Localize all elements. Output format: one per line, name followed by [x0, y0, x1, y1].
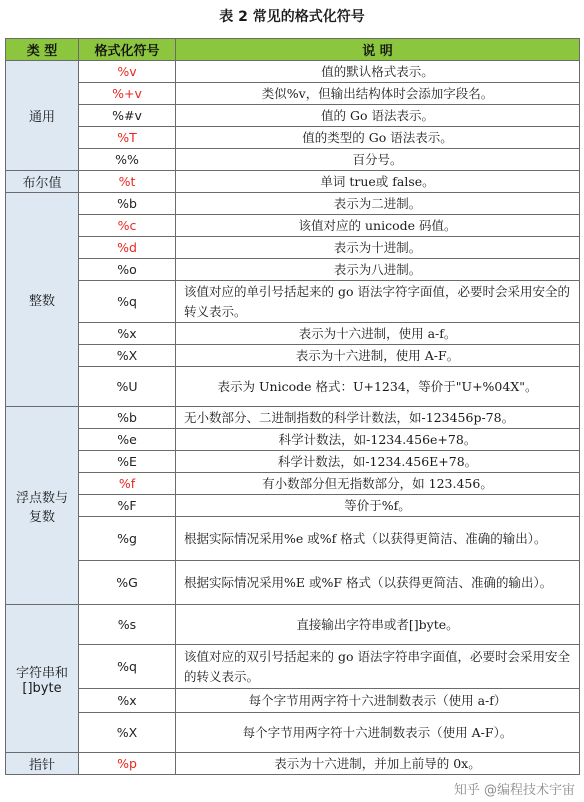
format-verb: %o [79, 259, 176, 281]
verb-description: 值的类型的 Go 语法表示。 [176, 127, 580, 149]
header-format: 格式化符号 [79, 39, 176, 61]
table-row [6, 215, 580, 237]
format-verb: %G [79, 561, 176, 605]
table-row [6, 451, 580, 473]
format-verb: %U [79, 367, 176, 407]
category-general: 通用 [6, 61, 79, 171]
format-verb: %e [79, 429, 176, 451]
verb-description: 每个字节用两字符十六进制数表示（使用 A-F）。 [176, 713, 580, 753]
format-verb: %t [79, 171, 176, 193]
table-row [6, 127, 580, 149]
table-row [6, 407, 580, 429]
verb-description: 值的 Go 语法表示。 [176, 105, 580, 127]
format-verb: %c [79, 215, 176, 237]
table-row [6, 517, 580, 561]
table-row [6, 689, 580, 713]
table-row [6, 713, 580, 753]
table-row [6, 83, 580, 105]
verb-description: 百分号。 [176, 149, 580, 171]
table-row [6, 605, 580, 645]
verb-description: 等价于%f。 [176, 495, 580, 517]
verb-description: 该值对应的双引号括起来的 go 语法字符串字面值，必要时会采用安全的转义表示。 [176, 645, 580, 689]
verb-description: 该值对应的单引号括起来的 go 语法字符字面值，必要时会采用安全的转义表示。 [176, 281, 580, 323]
format-verb: %q [79, 281, 176, 323]
format-verb: %v [79, 61, 176, 83]
format-verb: %b [79, 193, 176, 215]
verb-description: 该值对应的 unicode 码值。 [176, 215, 580, 237]
verb-description: 表示为二进制。 [176, 193, 580, 215]
watermark: 知乎 @编程技术宇宙 [451, 779, 578, 798]
format-verb: %F [79, 495, 176, 517]
header-description: 说 明 [176, 39, 580, 61]
verb-description: 直接输出字符串或者[]byte。 [176, 605, 580, 645]
verb-description: 无小数部分、二进制指数的科学计数法，如-123456p-78。 [176, 407, 580, 429]
format-verb: %#v [79, 105, 176, 127]
table-row [6, 259, 580, 281]
format-verb: %x [79, 689, 176, 713]
format-verb: %g [79, 517, 176, 561]
format-verb: %X [79, 713, 176, 753]
category-float: 浮点数与复数 [6, 407, 79, 605]
table-row [6, 149, 580, 171]
verb-description: 类似%v，但输出结构体时会添加字段名。 [176, 83, 580, 105]
verb-description: 表示为十六进制，并加上前导的 0x。 [176, 753, 580, 775]
table-row [6, 345, 580, 367]
verb-description: 值的默认格式表示。 [176, 61, 580, 83]
table-row [6, 193, 580, 215]
format-verb: %X [79, 345, 176, 367]
category-pointer: 指针 [6, 753, 79, 775]
table-row [6, 105, 580, 127]
format-verb: %d [79, 237, 176, 259]
format-verb: %s [79, 605, 176, 645]
verb-description: 单词 true或 false。 [176, 171, 580, 193]
table-row [6, 495, 580, 517]
format-verb: %b [79, 407, 176, 429]
category-integer: 整数 [6, 193, 79, 407]
category-string: 字符串和[]byte [6, 605, 79, 753]
format-verb: %+v [79, 83, 176, 105]
table-row [6, 61, 580, 83]
verb-description: 每个字节用两字符十六进制数表示（使用 a-f） [176, 689, 580, 713]
table-row [6, 281, 580, 323]
table-row [6, 473, 580, 495]
header-type: 类 型 [6, 39, 79, 61]
verb-description: 表示为八进制。 [176, 259, 580, 281]
format-verb: %q [79, 645, 176, 689]
verb-description: 表示为十六进制，使用 A-F。 [176, 345, 580, 367]
table-header-row [6, 39, 580, 61]
category-bool: 布尔值 [6, 171, 79, 193]
table-row [6, 237, 580, 259]
table-row [6, 367, 580, 407]
table-row [6, 645, 580, 689]
table-row [6, 171, 580, 193]
format-verb: %x [79, 323, 176, 345]
verb-description: 根据实际情况采用%E 或%F 格式（以获得更简洁、准确的输出）。 [176, 561, 580, 605]
format-verbs-table [5, 38, 580, 775]
verb-description: 表示为十进制。 [176, 237, 580, 259]
verb-description: 表示为 Unicode 格式：U+1234，等价于"U+%04X"。 [176, 367, 580, 407]
table-row [6, 429, 580, 451]
verb-description: 有小数部分但无指数部分，如 123.456。 [176, 473, 580, 495]
verb-description: 科学计数法，如-1234.456e+78。 [176, 429, 580, 451]
table-row [6, 753, 580, 775]
table-row [6, 323, 580, 345]
table-row [6, 561, 580, 605]
format-verb: %p [79, 753, 176, 775]
format-verb: %T [79, 127, 176, 149]
verb-description: 表示为十六进制，使用 a-f。 [176, 323, 580, 345]
format-verb: %f [79, 473, 176, 495]
format-verb: %E [79, 451, 176, 473]
format-verb: %% [79, 149, 176, 171]
verb-description: 根据实际情况采用%e 或%f 格式（以获得更简洁、准确的输出）。 [176, 517, 580, 561]
verb-description: 科学计数法，如-1234.456E+78。 [176, 451, 580, 473]
table-caption: 表 2 常见的格式化符号 [219, 9, 365, 25]
